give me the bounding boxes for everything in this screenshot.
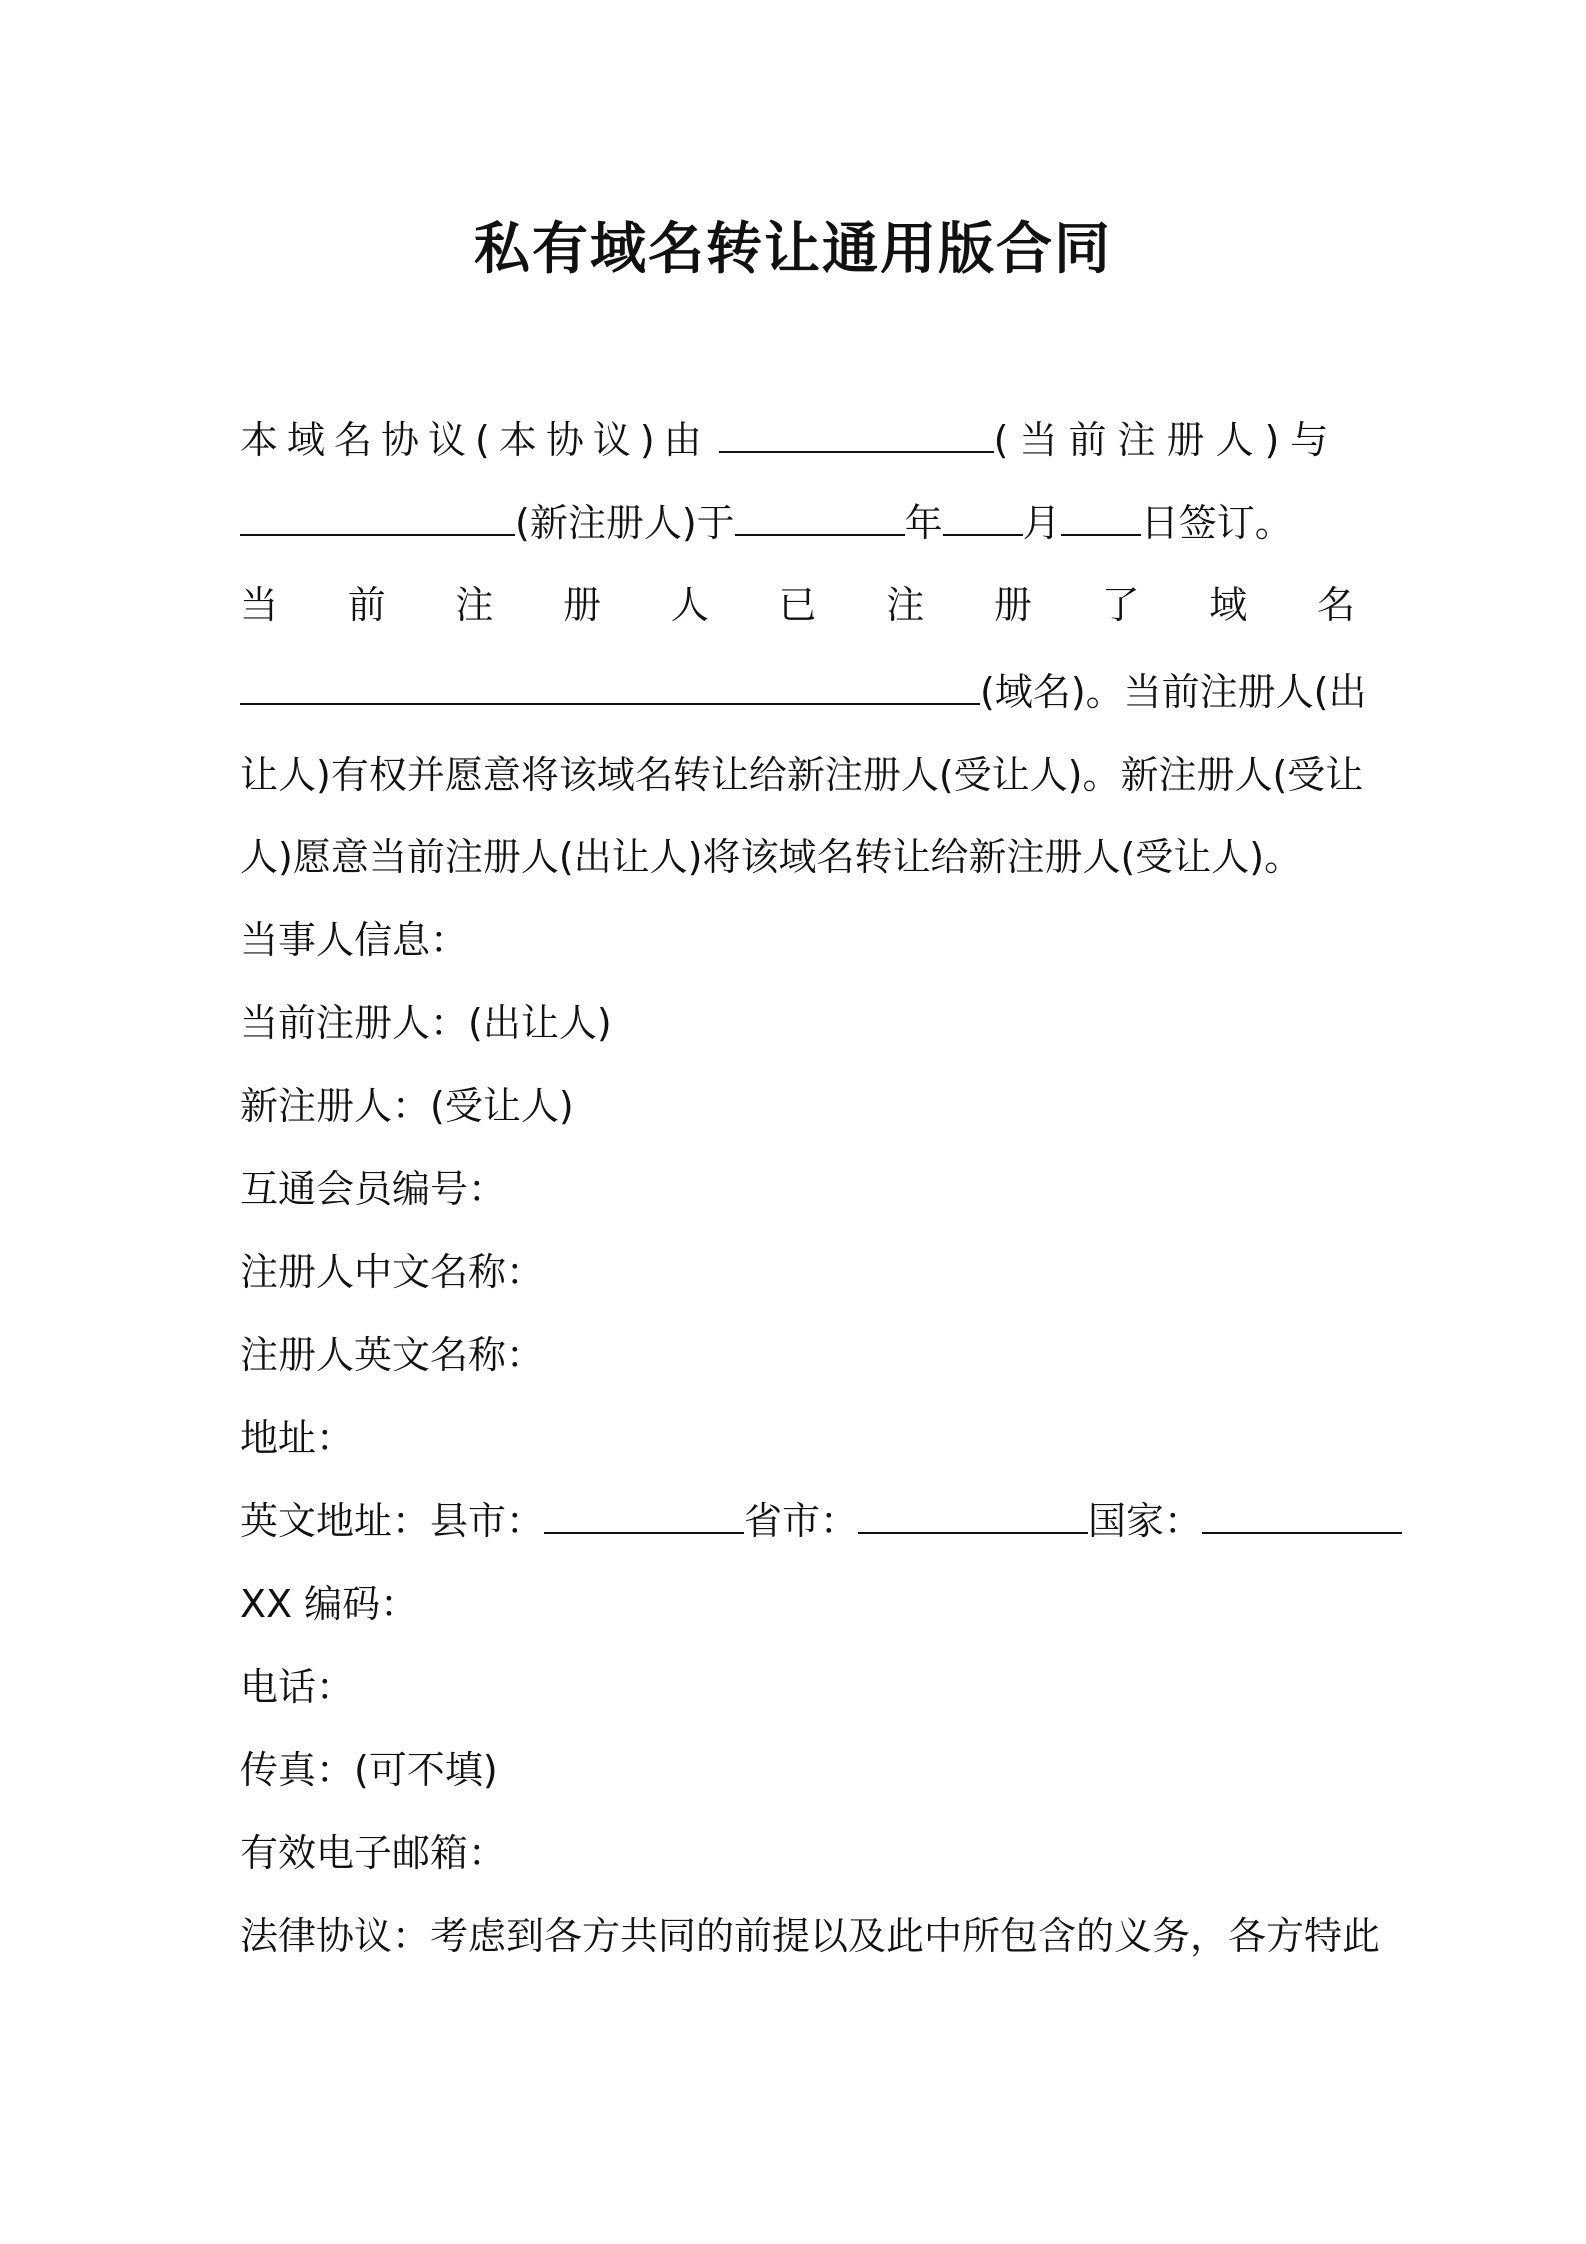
blank-country[interactable] xyxy=(1202,1496,1402,1534)
blank-new-registrant[interactable] xyxy=(240,498,515,536)
email-label: 有效电子邮箱： xyxy=(240,1831,507,1875)
cn-name-label: 注册人中文名称： xyxy=(240,1250,545,1294)
blank-day[interactable] xyxy=(1061,498,1141,536)
intro-text: (域名)。当前注册人(出 xyxy=(980,670,1367,714)
legal-agreement-line: 法律协议：考虑到各方共同的前提以及此中所包含的义务，各方特此 xyxy=(240,1914,1381,1958)
blank-province[interactable] xyxy=(858,1496,1088,1534)
phone-label: 电话： xyxy=(240,1665,355,1709)
intro-text: 日签订。 xyxy=(1140,501,1293,545)
province-label: 省市： xyxy=(744,1499,859,1543)
intro-text: 本域名协议(本协议)由 xyxy=(240,418,711,462)
intro-line-1 xyxy=(240,413,1355,467)
intro-text: (当前注册人)与 xyxy=(993,418,1340,462)
en-name-label: 注册人英文名称： xyxy=(240,1333,545,1377)
intro-line-6: 人)愿意当前注册人(出让人)将该域名转让给新注册人(受让人)。 xyxy=(240,835,1303,879)
intro-line-2 xyxy=(240,496,1355,550)
en-address-label: 英文地址：县市： xyxy=(240,1499,545,1543)
intro-line-4 xyxy=(240,665,1367,719)
postcode-label: XX 编码： xyxy=(240,1582,419,1626)
fax-label: 传真：(可不填) xyxy=(240,1748,498,1792)
intro-text: 年 xyxy=(904,501,943,545)
intro-text: 月 xyxy=(1022,501,1061,545)
blank-current-registrant[interactable] xyxy=(719,415,994,453)
new-registrant-label: 新注册人：(受让人) xyxy=(240,1084,574,1128)
intro-text: (新注册人)于 xyxy=(515,501,735,545)
member-no-label: 互通会员编号： xyxy=(240,1167,507,1211)
intro-line-3: 当 前 注 册 人 已 注 册 了 域 名 xyxy=(240,583,1355,627)
en-address-line xyxy=(240,1494,1355,1548)
country-label: 国家： xyxy=(1088,1499,1203,1543)
address-label: 地址： xyxy=(240,1416,355,1460)
blank-domain[interactable] xyxy=(240,667,980,705)
parties-info-label: 当事人信息： xyxy=(240,918,469,962)
intro-line-5: 让人)有权并愿意将该域名转让给新注册人(受让人)。新注册人(受让 xyxy=(240,753,1364,797)
blank-year[interactable] xyxy=(735,498,905,536)
blank-month[interactable] xyxy=(943,498,1023,536)
document-title: 私有域名转让通用版合同 xyxy=(474,217,1112,282)
blank-county[interactable] xyxy=(544,1496,744,1534)
current-registrant-label: 当前注册人：(出让人) xyxy=(240,1001,612,1045)
